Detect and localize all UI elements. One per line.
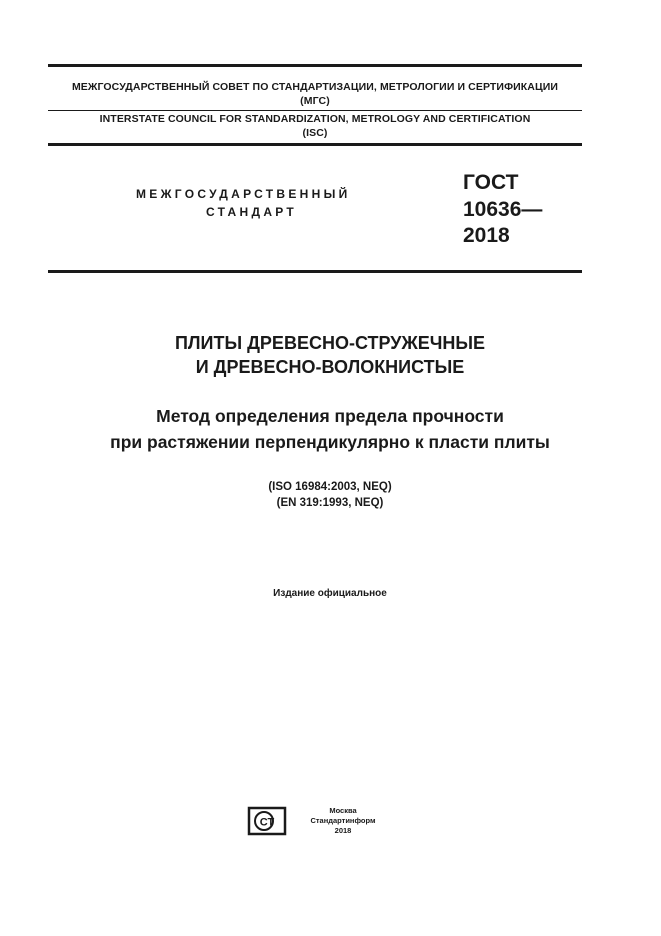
gost-number: 10636—	[463, 198, 543, 221]
edition-label: Издание официальное	[273, 588, 387, 599]
council-ru-abbr: (МГС)	[300, 95, 330, 107]
subtitle-line1: Метод определения предела прочности	[156, 406, 504, 426]
publisher-city: Москва	[329, 806, 357, 815]
title-line2: И ДРЕВЕСНО-ВОЛОКНИСТЫЕ	[195, 357, 465, 377]
standartinform-logo-icon	[247, 806, 287, 836]
logo-text: СТ	[259, 816, 275, 829]
publisher-year: 2018	[334, 826, 352, 835]
council-en-abbr: (ISC)	[302, 127, 328, 139]
subtitle-line2: при растяжении перпендикулярно к пласти плиты	[110, 432, 550, 452]
reference-en: (EN 319:1993, NEQ)	[276, 497, 384, 509]
gost-prefix: ГОСТ	[463, 171, 519, 194]
gost-year: 2018	[463, 224, 510, 247]
top-rule	[48, 64, 582, 67]
title-line1: ПЛИТЫ ДРЕВЕСНО-СТРУЖЕЧНЫЕ	[174, 333, 486, 353]
council-divider	[48, 110, 582, 111]
publisher-name: Стандартинформ	[310, 816, 376, 825]
code-rule	[48, 270, 582, 273]
publisher-block	[298, 806, 388, 836]
header-rule	[48, 143, 582, 146]
standard-type-line2: СТАНДАРТ	[206, 205, 298, 219]
standard-type-line1: МЕЖГОСУДАРСТВЕННЫЙ	[136, 187, 351, 201]
council-ru-name: МЕЖГОСУДАРСТВЕННЫЙ СОВЕТ ПО СТАНДАРТИЗАЦИИ, МЕТРОЛОГИИ И СЕРТИФИКАЦИИ	[71, 81, 559, 93]
council-en-name: INTERSTATE COUNCIL FOR STANDARDIZATION, METROLOGY AND CERTIFICATION	[99, 113, 531, 125]
reference-iso: (ISO 16984:2003, NEQ)	[268, 481, 392, 493]
